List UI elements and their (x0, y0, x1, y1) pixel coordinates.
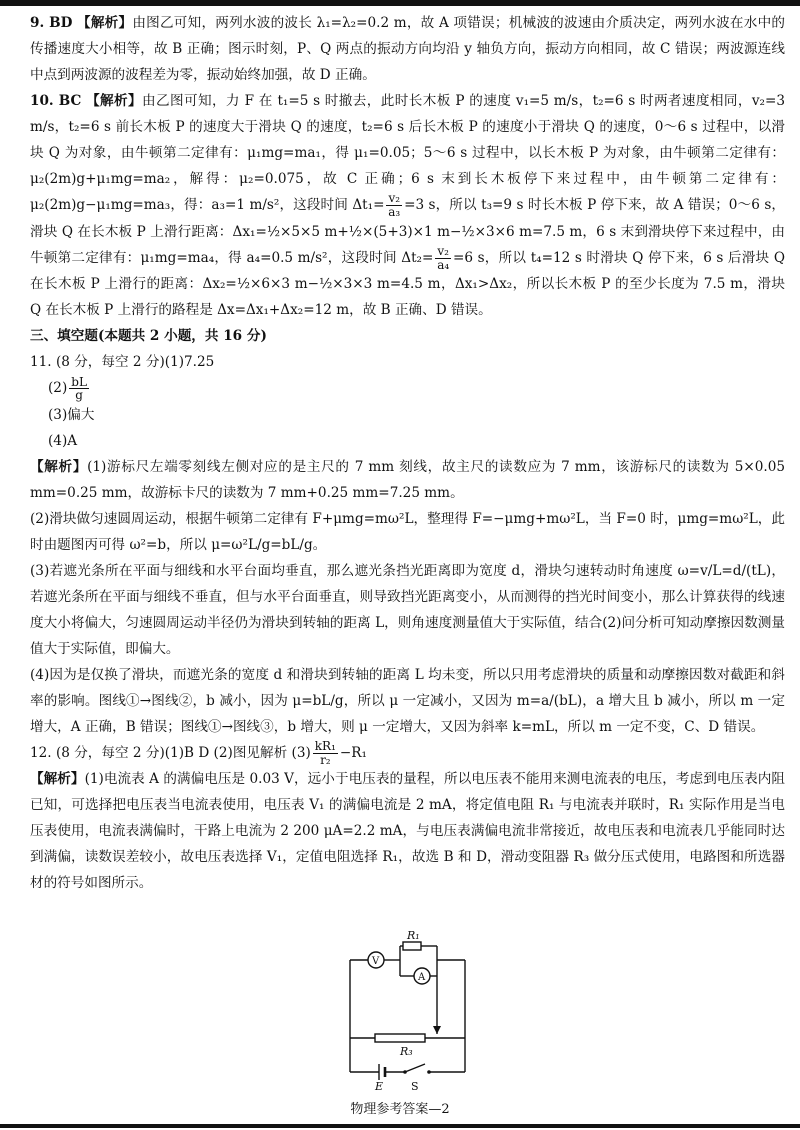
q10-line5: 6 s 后滑块 Q 在长木板 P 上滑行的距离：Δx₂=½×6×3 m−½×3×3 m=4.5 m，Δx₁>Δx₂，所以长木板 P 的至少长度为 7.5 m，滑块 Q 在长木板 P 上滑行的路程是 Δx=Δx₁+Δx₂=12 m，故 B 正确、D 错误。 (30, 249, 786, 319)
q11-answer-2: (2) $\frac{bL}{g}$ (48, 374, 87, 403)
q10-paragraph (30, 88, 785, 323)
label-v: V (372, 956, 380, 967)
fraction: $\frac{\text{v₂}}{\text{a₄}}$ (437, 244, 450, 272)
top-rule (0, 0, 800, 6)
label-r1: R₁ (407, 930, 420, 942)
q9-analysis-tag: 【解析】 (77, 15, 133, 31)
q11-analysis-4: (4)因为是仅换了滑块，而遮光条的宽度 d 和滑块到转轴的距离 L 均未变，所以只用考虑滑块的质量和动摩擦因数对截距和斜率的影响。图线①→图线②，b 减小，因为 μ=bL/g，所以 μ 一定减小，又因为 m=a/(bL)，a 增大且 b 减小，所以 m 一定增大，A 正确，B 错误；图线①→图线③，b 增大，则 μ 一定增大，又因为斜率 k=mL，所以 m 一定不变，C、D 错误。 (30, 666, 785, 735)
circuit-diagram (345, 930, 485, 1090)
q10-line4a: 过程中，由牛顿第二定律有：μ₁mg=ma₄，得 a₄=0.5 m/s²，这段时间 Δt₂= (30, 223, 786, 266)
q10-answer: 10. BC (30, 93, 82, 109)
q10-line2a: μ₂(2m)g−μ₁mg=ma₃，得：a₃=1 m/s²，这段时间 Δt₁= (30, 197, 385, 213)
q10-line1: 由乙图可知，力 F 在 t₁=5 s 时撤去，此时长木板 P 的速度 v₁=5 m/s，t₂=6 s 时两者速度相同，v₂=3 m/s，t₂=6 s 前长木板 P 的速度大于滑块 Q 的速度，t₂=6 s 后长木板 P 的速度小于滑块 Q 的速度，0～6 s 过程中，以滑块 Q 为对象，由牛顿第二定律有：μ₁mg=ma₁，得 μ₁=0.05；5～6 s 过程中，以长木板 P 为对象，由牛顿第二定律有：μ₂(2m)g+μ₁mg=ma₂，解得：μ₂=0.075，故 C 正确；6 s 末到长木板停下来过程中，由牛顿第二定律有： (30, 93, 786, 187)
label-a: A (418, 972, 426, 983)
page-footer: 物理参考答案—2 (350, 1102, 450, 1117)
q10-line3: 滑块 Q 在长木板 P 上滑行距离：Δx₁=½×5×5 m+½×(5+3)×1 m−½×3×6 m=7.5 m，6 s 末到滑块停下来 (30, 223, 717, 240)
q12-analysis: 【解析】(1)电流表 A 的满偏电压是 0.03 V，远小于电压表的量程，所以电压表不能用来测电流表的电压，考虑到电压表内阻已知，可选择把电压表当电流表使用，电压表 V₁ 的满偏电流是 2 mA，将定值电阻 R₁ 与电流表并联时，R₁ 实际作用是当电压表使用，电流表满偏时，干路上电流为 2 200 μA=2.2 mA，与电压表满偏电流非常接近，故电压表和电流表几乎能同时达到满偏，读数误差较小，故电压表选择 V₁，定值电阻选择 R₁，故选 B 和 D，滑动变阻器 R₃ 做分压式使用，电路图和所选器材的符号如图所示。 (30, 771, 785, 892)
bottom-rule (0, 1124, 800, 1128)
q9-paragraph (30, 10, 785, 88)
fraction: $\frac{\text{kR₁}}{\text{r₂}}$ (314, 739, 336, 767)
q11-head: 11. (8 分，每空 2 分)(1)7.25 (30, 354, 215, 371)
q9-text: 由图乙可知，两列水波的波长 λ₁=λ₂=0.2 m，故 A 项错误；机械波的波速由介质决定，两列水波在水中的传播速度大小相等，故 B 正确；图示时刻，P、Q 两点的振动方向均沿 y 轴负方向，振动方向相同，故 C 错误；两波源连线中点到两波源的波程差为零，振动始终加强，故 D 正确。 (30, 15, 785, 83)
label-e: E (375, 1080, 384, 1090)
fraction: $\frac{bL}{g}$ (71, 374, 87, 403)
label-r3: R₃ (400, 1045, 413, 1058)
q10-line2b: =3 s，所以 t₃=9 s 时长木板 P 停下来，故 A 错误；0～6 s， (404, 197, 785, 213)
q11-analysis-tag: 【解析】 (30, 458, 88, 475)
q11-answer-3: (3)偏大 (48, 406, 95, 423)
q10-line4b: =6 s，所以 t₄=12 s 时滑块 Q 停下来， (453, 249, 704, 266)
slider-arrow (433, 1026, 441, 1034)
fraction: $\frac{\text{v₂}}{\text{a₃}}$ (388, 191, 401, 219)
rheostat-r3 (375, 1034, 425, 1042)
q11-analysis-1: 【解析】(1)游标尺左端零刻线左侧对应的是主尺的 7 mm 刻线，故主尺的读数应为 7 mm，该游标尺的读数为 5×0.05 mm=0.25 mm，故游标卡尺的读数为 7 mm+0.25 mm=7.25 mm。 (30, 458, 786, 501)
q12-head: 12. (8 分，每空 2 分)(1)B D (2)图见解析 (3) $\frac{\text{kR₁}}{\text{r₂}}$ −R₁ (30, 739, 367, 767)
q11-analysis-3: (3)若遮光条所在平面与细线和水平台面均垂直，那么遮光条挡光距离即为宽度 d，滑块匀速转动时角速度 ω=v/L=d/(tL)，若遮光条所在平面与细线不垂直，但与水平台面垂直，则导致挡光距离变小，从而测得的挡光时间变小，那么计算获得的线速度大小将偏大，匀速圆周运动半径仍为滑块到转轴的距离 L，则角速度测量值大于实际值，结合(2)问分析可知动摩擦因数测量值大于实际值，即偏大。 (30, 562, 785, 657)
label-s: S (411, 1080, 419, 1090)
answer-content (30, 10, 785, 896)
q11-answer-4: (4)A (48, 432, 78, 449)
q11-analysis-2: (2)滑块做匀速圆周运动，根据牛顿第二定律有 F+μmg=mω²L，整理得 F=−μmg+mω²L，当 F=0 时，μmg=mω²L，此时由题图丙可得 ω²=b，所以 μ=ω²L/g=bL/g。 (30, 510, 785, 553)
section-heading: 三、填空题(本题共 2 小题，共 16 分) (30, 328, 267, 345)
q9-answer: 9. BD (30, 15, 73, 31)
q12-analysis-tag: 【解析】 (30, 771, 85, 788)
q10-analysis-tag: 【解析】 (86, 93, 143, 109)
resistor-r1 (403, 942, 421, 950)
switch-blade (405, 1064, 425, 1072)
